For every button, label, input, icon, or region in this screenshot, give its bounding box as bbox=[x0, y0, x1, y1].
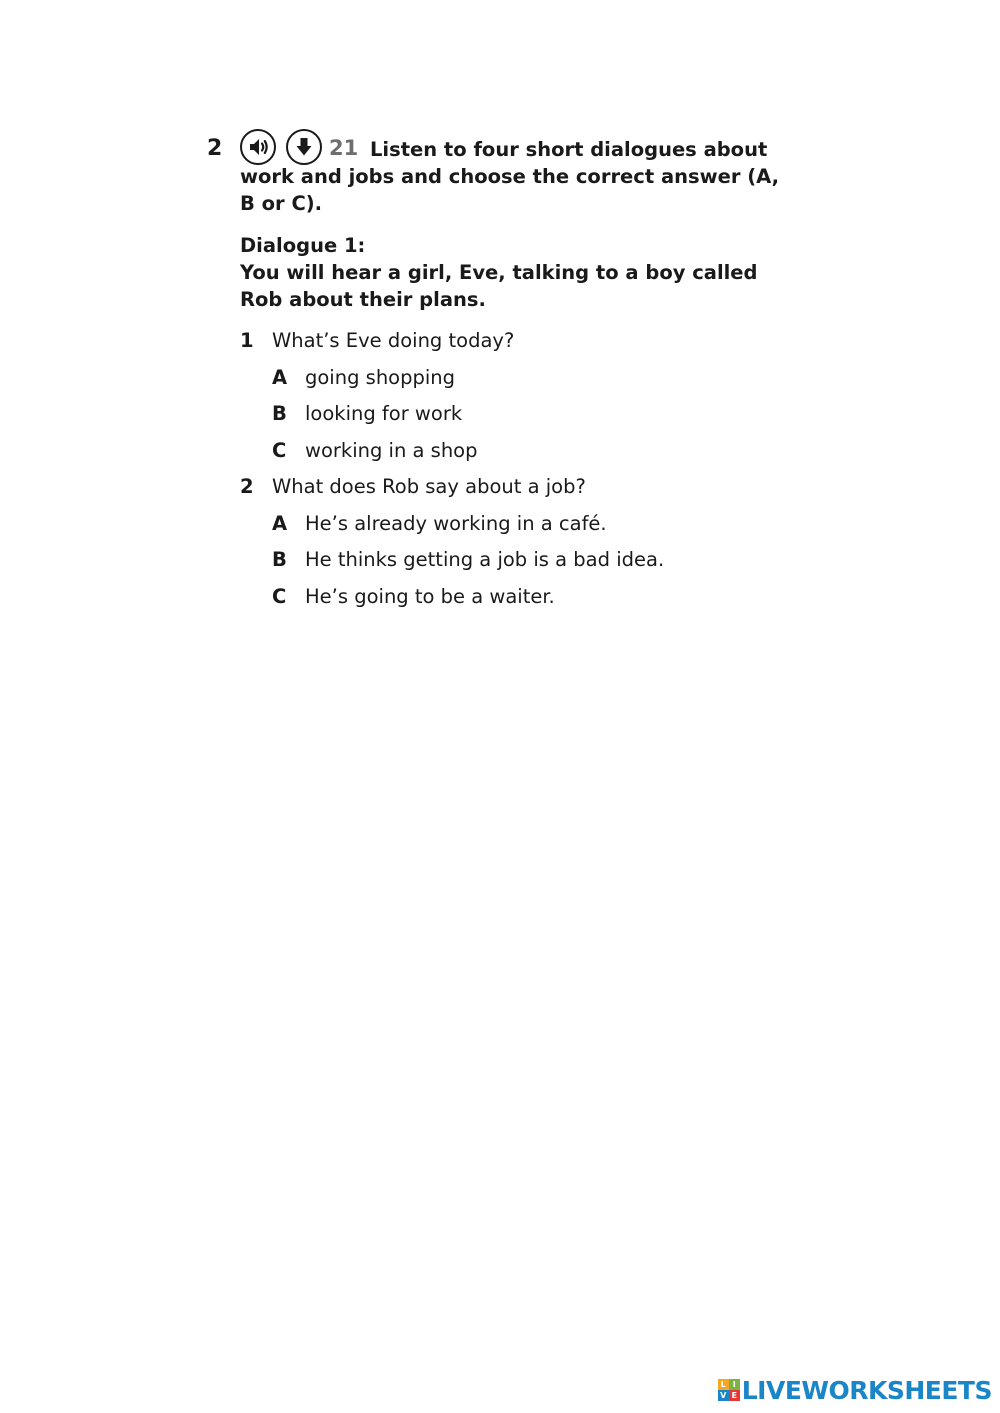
question-number: 2 bbox=[240, 475, 254, 498]
question-list bbox=[240, 323, 800, 615]
dialogue-title: Dialogue 1: bbox=[240, 234, 366, 257]
question-text: What does Rob say about a job? bbox=[272, 475, 586, 498]
question-number: 1 bbox=[240, 329, 254, 352]
option-text: He’s already working in a café. bbox=[305, 511, 607, 535]
question-1-option-c[interactable] bbox=[240, 433, 800, 470]
option-letter: B bbox=[272, 402, 287, 425]
dialogue-context: You will hear a girl, Eve, talking to a boy called Rob about their plans. bbox=[240, 261, 758, 311]
question-1-option-a[interactable] bbox=[240, 360, 800, 397]
option-letter: A bbox=[272, 511, 288, 535]
option-text: looking for work bbox=[305, 402, 463, 425]
question-text: What’s Eve doing today? bbox=[272, 329, 515, 352]
option-text: going shopping bbox=[305, 365, 456, 389]
question-2-option-b[interactable] bbox=[240, 542, 800, 579]
question-2-option-a[interactable] bbox=[240, 506, 800, 543]
dialogue-intro bbox=[240, 232, 800, 313]
logo-letter: I bbox=[729, 1379, 740, 1390]
option-text: He’s going to be a waiter. bbox=[305, 584, 555, 608]
option-text: He thinks getting a job is a bad idea. bbox=[305, 548, 665, 571]
logo-letter: V bbox=[718, 1390, 729, 1401]
option-letter: C bbox=[272, 584, 287, 608]
liveworksheets-logo[interactable] bbox=[718, 1375, 992, 1405]
exercise-2 bbox=[207, 128, 807, 608]
question-1 bbox=[240, 323, 800, 360]
track-number: 21 bbox=[329, 136, 359, 160]
exercise-number: 2 bbox=[207, 136, 223, 161]
question-2 bbox=[240, 469, 800, 506]
question-1-option-b[interactable] bbox=[240, 396, 800, 433]
logo-text: LIVEWORKSHEETS bbox=[741, 1375, 992, 1405]
exercise-instruction: Listen to four short dialogues about work and jobs and choose the correct answer (A, B or C). bbox=[240, 138, 780, 215]
logo-letter: E bbox=[729, 1390, 740, 1401]
logo-mark-icon bbox=[718, 1379, 740, 1401]
option-text: working in a shop bbox=[305, 438, 478, 462]
logo-letter: L bbox=[718, 1379, 729, 1390]
option-letter: C bbox=[272, 438, 287, 462]
option-letter: A bbox=[272, 365, 288, 389]
question-2-option-c[interactable] bbox=[240, 579, 800, 616]
option-letter: B bbox=[272, 548, 287, 571]
